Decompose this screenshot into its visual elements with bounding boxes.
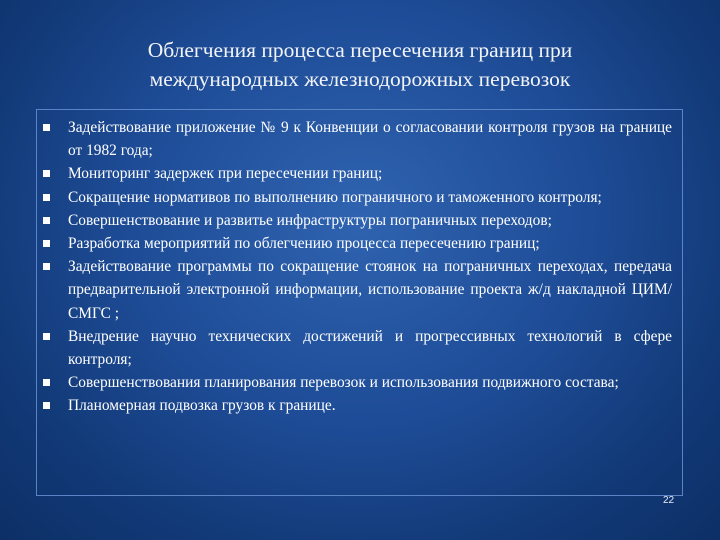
square-bullet-icon bbox=[43, 194, 50, 201]
bullet-text: Задействование программы по сокращение стоянок на пограничных переходах, передача предварительной электронной информации, использование проекта ж/д накладной ЦИМ/СМГС ; bbox=[68, 258, 672, 322]
slide-title-line-1: Облегчения процесса пересечения границ при bbox=[147, 38, 573, 62]
bullet-text: Мониторинг задержек при пересечении границ; bbox=[68, 165, 383, 183]
bullet-text: Совершенствования планирования перевозок и использования подвижного состава; bbox=[68, 374, 619, 392]
bullet-item bbox=[68, 209, 672, 232]
square-bullet-icon bbox=[43, 402, 50, 409]
bullet-item bbox=[68, 394, 672, 417]
square-bullet-icon bbox=[43, 333, 50, 340]
bullet-item bbox=[68, 371, 672, 394]
square-bullet-icon bbox=[43, 170, 50, 177]
bullet-text: Планомерная подвозка грузов к границе. bbox=[68, 397, 336, 415]
bullet-item bbox=[68, 116, 672, 162]
bullet-text: Разработка мероприятий по облегчению процесса пересечению границ; bbox=[68, 235, 540, 253]
bullet-item bbox=[68, 232, 672, 255]
square-bullet-icon bbox=[43, 124, 50, 131]
bullet-item bbox=[68, 186, 672, 209]
square-bullet-icon bbox=[43, 217, 50, 224]
bullet-item bbox=[68, 255, 672, 325]
square-bullet-icon bbox=[43, 263, 50, 270]
slide-title bbox=[60, 36, 660, 94]
bullet-text: Совершенствование и развитье инфраструктуры пограничных переходов; bbox=[68, 211, 552, 229]
bullet-text: Сокращение нормативов по выполнению пограничного и таможенного контроля; bbox=[68, 188, 602, 206]
square-bullet-icon bbox=[43, 379, 50, 386]
bullet-item bbox=[68, 162, 672, 185]
square-bullet-icon bbox=[43, 240, 50, 247]
bullet-text: Внедрение научно технических достижений и прогрессивных технологий в сфере контроля; bbox=[68, 327, 672, 369]
bullet-item bbox=[68, 325, 672, 371]
page-number: 22 bbox=[663, 495, 675, 506]
bullet-text: Задействование приложение № 9 к Конвенции о согласовании контроля грузов на границе от 1982 года; bbox=[68, 119, 672, 160]
bullet-list bbox=[68, 116, 672, 418]
slide-title-line-2: международных железнодорожных перевозок bbox=[149, 67, 571, 91]
